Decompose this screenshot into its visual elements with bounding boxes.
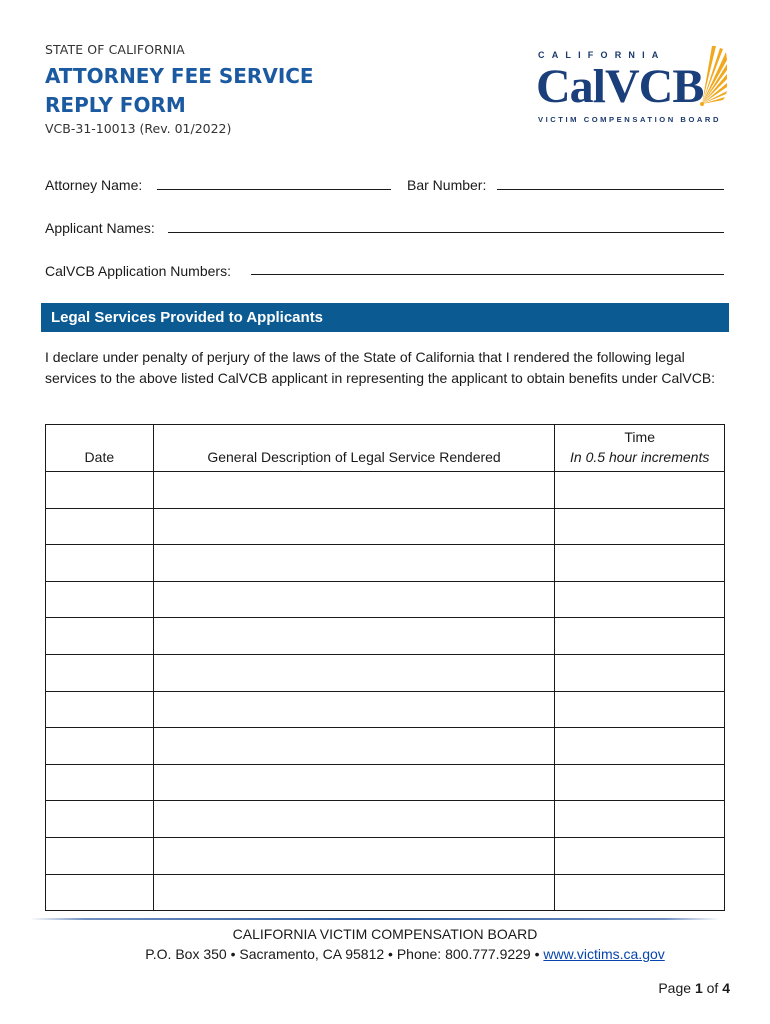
time-column-header <box>555 425 725 472</box>
description-cell[interactable] <box>153 874 555 911</box>
description-cell[interactable] <box>153 691 555 728</box>
logo-top-text: CALIFORNIA <box>538 50 666 60</box>
description-cell[interactable] <box>153 801 555 838</box>
time-cell[interactable] <box>555 508 725 545</box>
description-cell[interactable] <box>153 545 555 582</box>
description-cell[interactable] <box>153 581 555 618</box>
form-title-line1: ATTORNEY FEE SERVICE <box>45 64 314 88</box>
table-row <box>46 508 725 545</box>
application-numbers-field[interactable] <box>251 274 724 275</box>
page-prefix: Page <box>658 980 695 996</box>
time-cell[interactable] <box>555 728 725 765</box>
page-number <box>658 980 730 996</box>
date-cell[interactable] <box>46 545 154 582</box>
table-row <box>46 545 725 582</box>
date-cell[interactable] <box>46 691 154 728</box>
date-cell[interactable] <box>46 654 154 691</box>
website-link[interactable]: www.victims.ca.gov <box>543 946 665 962</box>
time-cell[interactable] <box>555 618 725 655</box>
calvcb-logo <box>536 44 732 126</box>
description-cell[interactable] <box>153 618 555 655</box>
footer-contact <box>0 946 770 962</box>
table-row <box>46 691 725 728</box>
time-header-label: Time <box>624 429 655 445</box>
time-cell[interactable] <box>555 837 725 874</box>
description-cell[interactable] <box>153 508 555 545</box>
date-column-header: Date <box>46 425 154 472</box>
date-cell[interactable] <box>46 764 154 801</box>
table-row <box>46 837 725 874</box>
table-row <box>46 581 725 618</box>
page-of: of <box>702 980 723 996</box>
date-cell[interactable] <box>46 508 154 545</box>
time-cell[interactable] <box>555 691 725 728</box>
form-title-line2: REPLY FORM <box>45 93 186 117</box>
date-cell[interactable] <box>46 581 154 618</box>
logo-main-text: CalVCB <box>536 60 704 113</box>
attorney-name-label: Attorney Name: <box>45 177 143 193</box>
time-cell[interactable] <box>555 472 725 509</box>
application-numbers-label: CalVCB Application Numbers: <box>45 263 231 279</box>
time-cell[interactable] <box>555 654 725 691</box>
table-row <box>46 618 725 655</box>
date-cell[interactable] <box>46 618 154 655</box>
attorney-name-field[interactable] <box>157 189 391 190</box>
applicant-names-field[interactable] <box>168 232 724 233</box>
bar-number-label: Bar Number: <box>407 177 487 193</box>
date-cell[interactable] <box>46 472 154 509</box>
table-row <box>46 764 725 801</box>
applicant-names-label: Applicant Names: <box>45 220 155 236</box>
table-header-row <box>46 425 725 472</box>
table-row <box>46 801 725 838</box>
footer-address: P.O. Box 350 • Sacramento, CA 95812 • Phone: 800.777.9229 • <box>145 946 544 962</box>
date-cell[interactable] <box>46 801 154 838</box>
table-row <box>46 874 725 911</box>
description-cell[interactable] <box>153 472 555 509</box>
time-cell[interactable] <box>555 581 725 618</box>
logo-bottom-text: VICTIM COMPENSATION BOARD <box>538 115 721 124</box>
table-row <box>46 472 725 509</box>
bar-number-field[interactable] <box>497 189 724 190</box>
description-cell[interactable] <box>153 764 555 801</box>
state-heading: STATE OF CALIFORNIA <box>45 42 185 57</box>
description-cell[interactable] <box>153 654 555 691</box>
footer-org: CALIFORNIA VICTIM COMPENSATION BOARD <box>232 926 538 942</box>
footer-divider <box>30 918 720 920</box>
date-cell[interactable] <box>46 728 154 765</box>
time-header-note: In 0.5 hour increments <box>570 449 710 465</box>
declaration-text: I declare under penalty of perjury of the laws of the State of California that I rendered the following legal services to the above listed CalVCB applicant in representing the applicant to obtain benefits under CalVCB: <box>45 349 716 386</box>
table-row <box>46 654 725 691</box>
time-cell[interactable] <box>555 545 725 582</box>
form-number: VCB-31-10013 (Rev. 01/2022) <box>45 121 232 136</box>
table-row <box>46 728 725 765</box>
legal-services-table <box>45 424 725 911</box>
form-title <box>45 62 314 120</box>
section-header: Legal Services Provided to Applicants <box>41 303 729 332</box>
page-total: 4 <box>722 980 730 996</box>
time-cell[interactable] <box>555 764 725 801</box>
description-cell[interactable] <box>153 837 555 874</box>
time-cell[interactable] <box>555 874 725 911</box>
page-current: 1 <box>694 980 703 996</box>
date-cell[interactable] <box>46 837 154 874</box>
description-column-header: General Description of Legal Service Rendered <box>153 425 555 472</box>
date-cell[interactable] <box>46 874 154 911</box>
time-cell[interactable] <box>555 801 725 838</box>
description-cell[interactable] <box>153 728 555 765</box>
